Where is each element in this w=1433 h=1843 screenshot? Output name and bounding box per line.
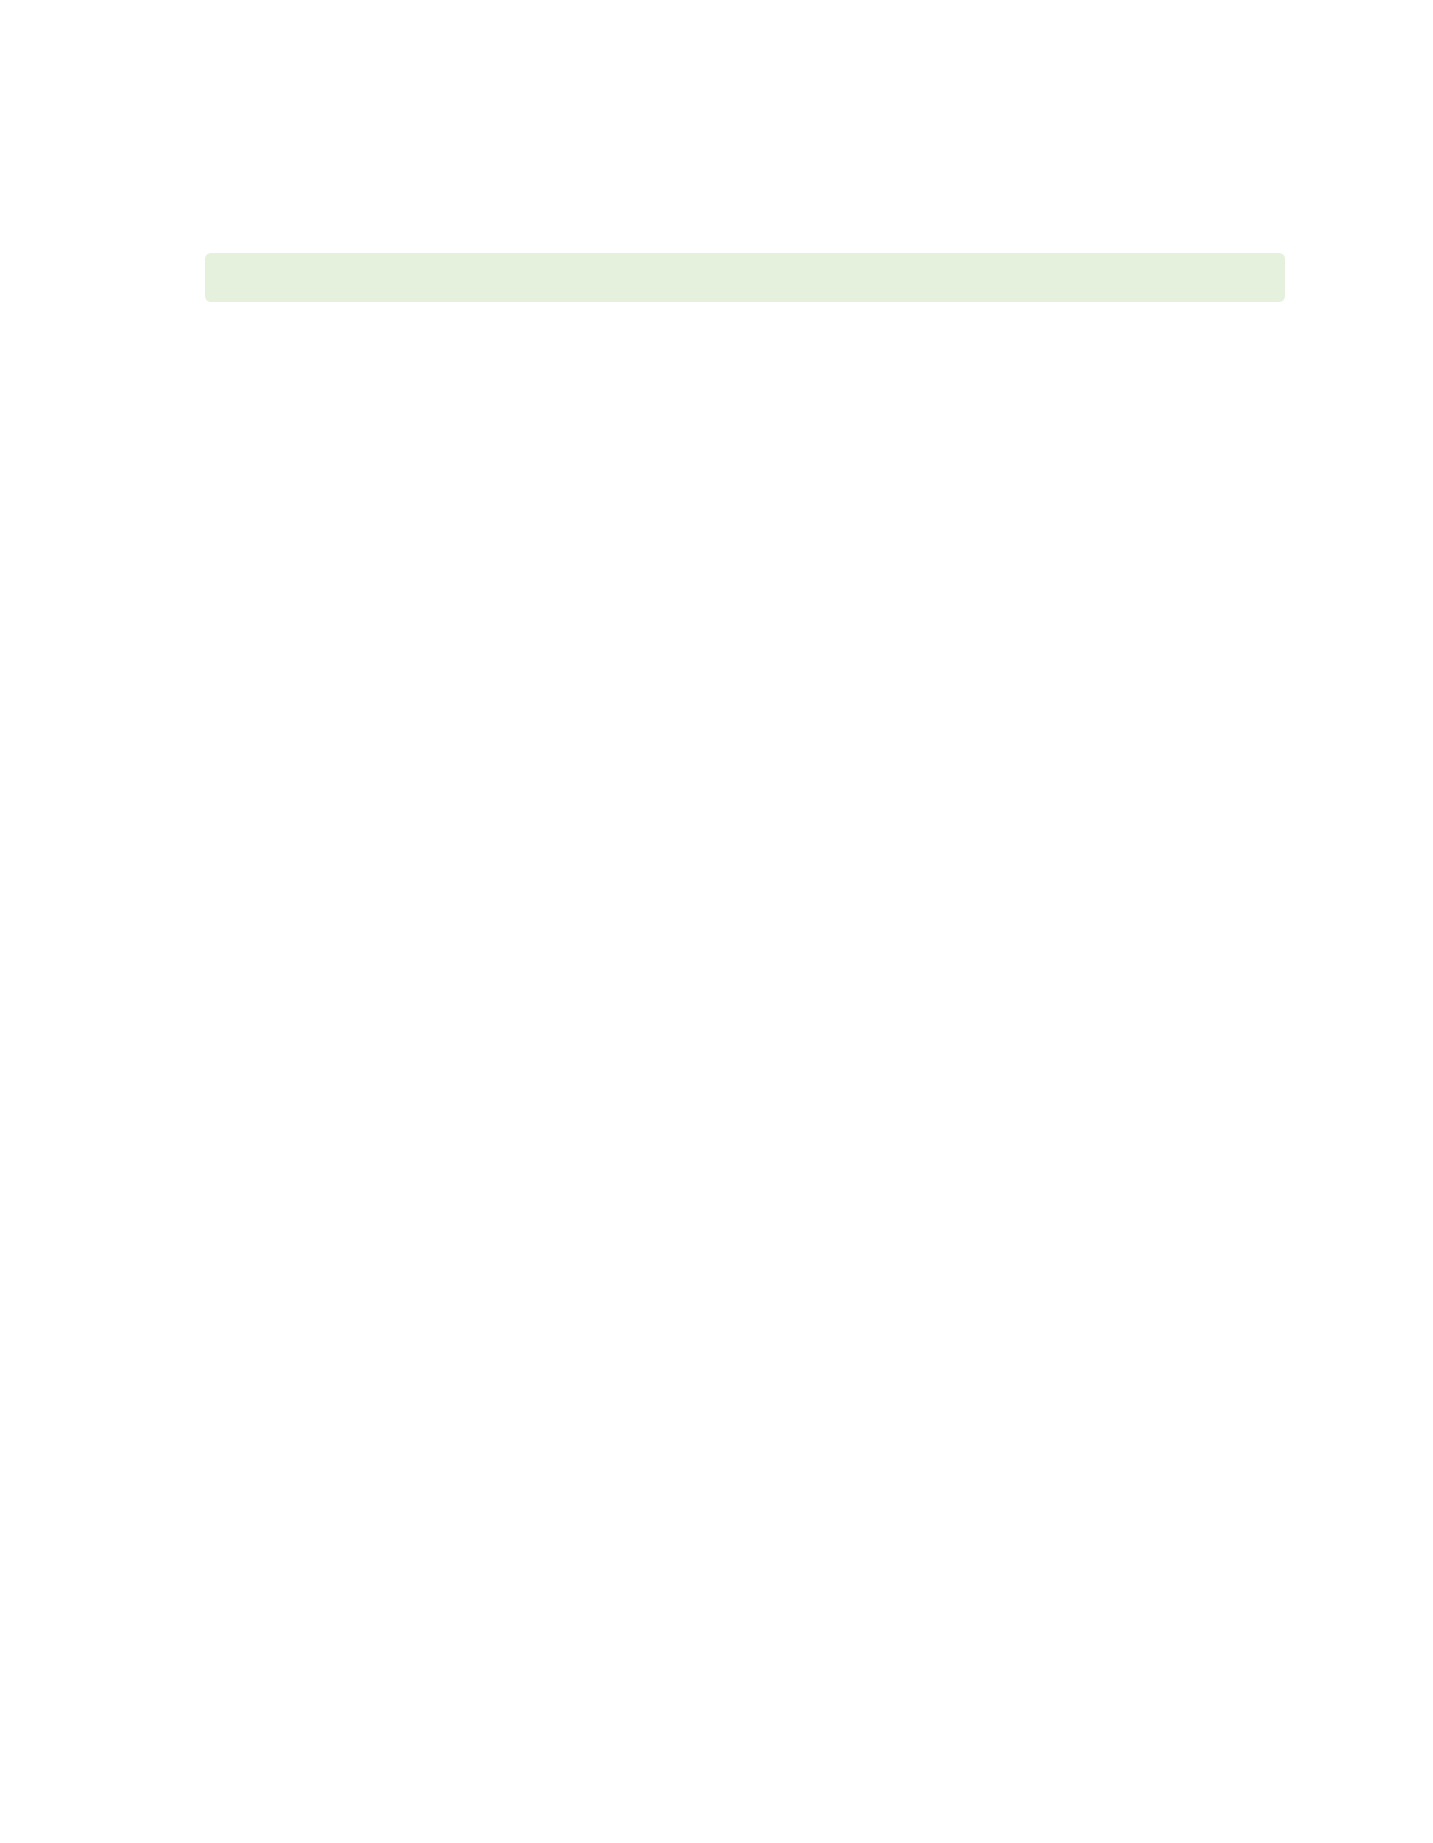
chapter-header[interactable]: [205, 253, 1285, 302]
